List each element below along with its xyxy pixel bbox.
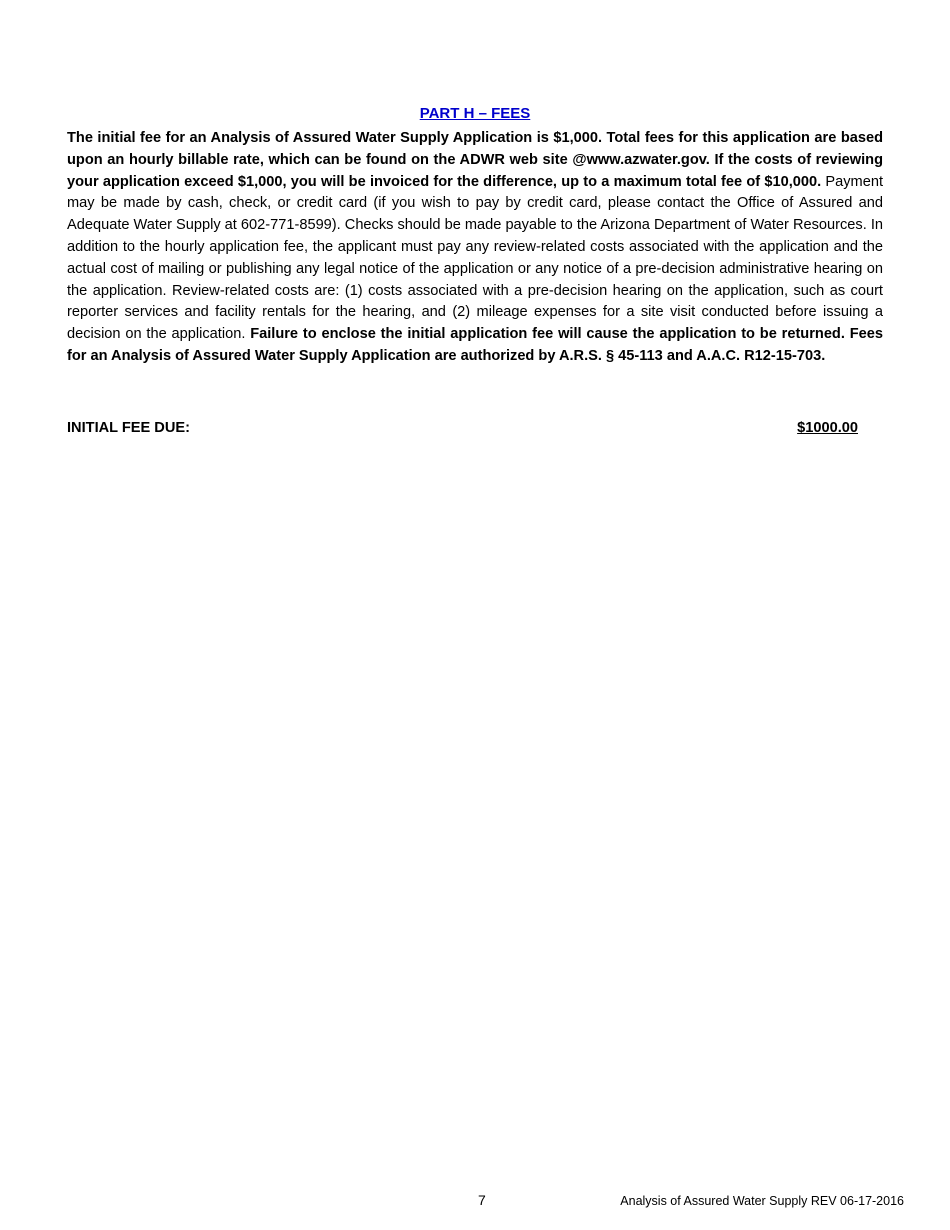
footer-document-name: Analysis of Assured Water Supply REV 06-17-2016	[620, 1194, 904, 1208]
page-number: 7	[478, 1192, 486, 1208]
fees-failure-warning: Failure to enclose the initial application fee will cause the application to be returned. Fees for an Analysis of Assured Water Supply Application are authorized by A.R.S. § 45-113 and A.A.C. R12-15-703.	[67, 326, 883, 364]
fees-intro-bold: The initial fee for an Analysis of Assured Water Supply Application is $1,000. Total fees for this application are based upon an hourly billable rate, which can be found on the ADWR web site @www.azwater.gov. If the costs of reviewing your application exceed $1,000, you will be invoiced for the difference, up to a maximum total fee of $10,000.	[67, 130, 883, 190]
initial-fee-label: INITIAL FEE DUE:	[67, 420, 190, 436]
page-title[interactable]: PART H – FEES	[419, 105, 531, 122]
initial-fee-row	[67, 418, 858, 438]
fees-paragraph	[67, 128, 883, 368]
initial-fee-amount: $1000.00	[797, 420, 858, 436]
fees-payment-details: Payment may be made by cash, check, or credit card (if you wish to pay by credit card, please contact the Office of Assured and Adequate Water Supply at 602-771-8599). Checks should be made payable to the Arizona Department of Water Resources. In addition to the hourly application fee, the applicant must pay any review-related costs associated with the application and the actual cost of mailing or publishing any legal notice of the application or any notice of a pre-decision administrative hearing on the application. Review-related costs are: (1) costs associated with a pre-decision hearing on the application, such as court reporter services and facility rentals for the hearing, and (2) mileage expenses for a site visit conducted before issuing a decision on the application.	[67, 173, 883, 343]
